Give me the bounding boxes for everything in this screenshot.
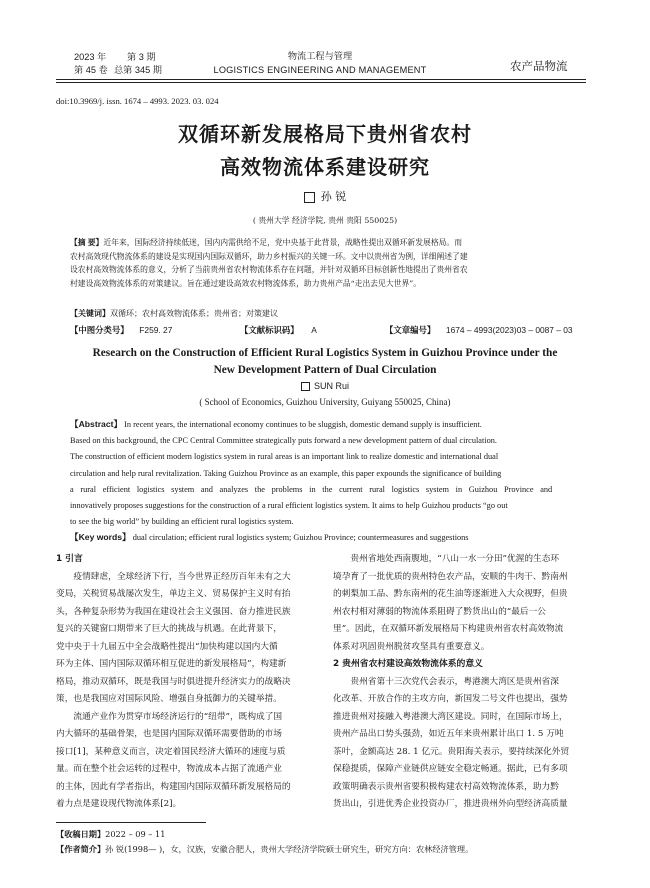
section-heading-intro: 1 引言 [56, 554, 83, 564]
keywords-cn [70, 308, 278, 319]
received-value: 2022 – 09 – 11 [105, 829, 166, 839]
doc-value: A [311, 325, 317, 335]
header-rule-thin [56, 82, 586, 83]
keywords-cn-text: 双循环；农村高效物流体系；贵州省；对策建议 [110, 309, 278, 318]
left-p1-line: 复兴的关键窗口期带来了巨大的挑战与机遇。在此背景下， [56, 624, 282, 634]
abstract-en-line4: circulation and help rural revitalization. Taking Guizhou Province as an example, this paper expounds the significance of building [70, 468, 502, 478]
right-p2-line: 货出山，引进优秀企业投资办厂，推进贵州外向型经济高质量 [333, 799, 568, 809]
author-cn-name: 孙 锐 [320, 190, 347, 203]
clc-label: 【中图分类号】 [70, 325, 129, 335]
right-p1-line: 里”。因此，在双循环新发展格局下构建贵州省农村高效物流 [333, 624, 564, 634]
right-p1-line: 境孕育了一批优质的贵州特色农产品，安顺的牛肉干、黔南州 [333, 571, 568, 582]
title-cn-line1: 双循环新发展格局下贵州省农村 [178, 122, 472, 146]
title-cn-line2: 高效物流体系建设研究 [220, 155, 430, 179]
author-bio [56, 841, 473, 858]
left-paragraph-1 [56, 569, 318, 709]
author-box-icon [304, 192, 315, 203]
author-en-name: SUN Rui [313, 381, 349, 391]
left-p2-line: 着力点是建设现代物流体系[2]。 [56, 799, 182, 809]
left-paragraph-2 [56, 709, 318, 814]
right-p1-line: 贵州省地处西南腹地，“八山一水一分田”优渥的生态环 [350, 554, 560, 564]
left-p1-line: 党中央于十九届五中全会战略性提出“加快构建以国内大循 [56, 641, 278, 652]
right-p1-line: 州农村相对薄弱的物流体系阻碍了黔货出山的“最后一公 [333, 606, 546, 617]
keywords-cn-label: 【关键词】 [70, 309, 110, 318]
left-p1-line: 策，也是我国应对国际风险、增强自身抵御力的关键举措。 [56, 694, 282, 704]
abstract-en-line3: The construction of efficient modern logistics system in rural areas is an important link to realize domestic and international dual [70, 452, 499, 462]
title-en-line1: Research on the Construction of Efficient Rural Logistics System in Guizhou Province under the [92, 347, 558, 359]
journal-name-cn: 物流工程与管理 [287, 51, 353, 62]
abstract-cn-line1: 近年来，国际经济持续低迷，国内内需供给不足，党中央基于此背景，战略性提出双循环新发展格局。而 [103, 238, 463, 247]
abstract-en [70, 416, 582, 530]
doc-label: 【文献标识码】 [240, 325, 299, 335]
left-p1-line: 变局，关税贸易战屡次发生，单边主义、贸易保护主义时有抬 [56, 589, 291, 599]
abstract-cn-line2: 农村高效现代物流体系的建设是实现国内国际双循环，助力乡村振兴的关键一环。文中以贵州省为例，详细阐述了建 [70, 251, 468, 261]
left-p1-line: 疫情肆虐，全球经济下行，当今世界正经历百年未有之大 [73, 571, 291, 582]
abstract-en-line5: a rural efficient logistics system and analyzes the problems in the current rural logistics system in Guizhou Province and [70, 484, 553, 494]
right-p2-line: 贵州省第十三次党代会表示，粤港澳大湾区是贵州省深 [350, 676, 559, 687]
title-en-line2: New Development Pattern of Dual Circulation [213, 364, 437, 376]
author-en-box-icon [301, 382, 310, 391]
author-bio-label: 【作者简介】 [56, 845, 106, 854]
right-p2-line: 政策明确表示贵州省要积极构建农村高效物流体系，助力黔 [333, 781, 559, 792]
right-p2-line: 贵州产品出口势头强劲，如近五年来贵州累计出口 1. 5 万吨 [333, 729, 564, 739]
right-p2-line: 保稳提质，保障产业链供应链安全稳定畅通。据此，已有多项 [333, 764, 568, 774]
header-issue: 第 3 期 [127, 52, 156, 62]
left-p1-line: 头，各种复杂形势为我国在建设社会主义强国、奋力推进民族 [56, 606, 291, 617]
keywords-en-text: dual circulation; efficient rural logistics system; Guizhou Province; countermeasures and suggestions [132, 533, 469, 542]
abstract-cn-label: 【摘 要】 [70, 238, 104, 247]
author-cn [0, 188, 650, 204]
left-p2-line: 内大循环的基础骨架，也是国内国际双循环需要借助的市场 [56, 729, 282, 739]
left-p1-line: 格局，推动双循环，既是我国与时俱进提升经济实力的战略决 [56, 676, 291, 687]
right-paragraph-2 [333, 674, 595, 814]
article-label: 【文章编号】 [385, 325, 436, 335]
keywords-en-label: 【Key words】 [70, 532, 131, 542]
abstract-cn-line4: 村建设高效物流体系的对策建议。旨在通过建设高效农村物流体系，助力贵州产品“走出去见大世界”。 [70, 278, 422, 288]
right-p1-line: 体系对巩固贵州脱贫攻坚具有重要意义。 [333, 641, 490, 652]
abstract-en-line6: innovatively proposes suggestions for the construction of a rural efficient logistics system. It aims to help Guizhou products “go out [70, 501, 508, 511]
abstract-en-line2: Based on this background, the CPC Central Committee strategically puts forward a new development pattern of dual circulation. [70, 436, 497, 446]
right-p2-line: 茶叶，金额高达 28. 1 亿元。贵阳海关表示，要持续深化外贸 [333, 746, 570, 757]
article-value: 1674 – 4993(2023)03 – 0087 – 03 [445, 325, 573, 335]
right-p1-line: 的刺梨加工品、黔东南州的花生油等逐渐进入大众视野，但贵 [333, 589, 568, 599]
affiliation-cn: ( 贵州大学 经济学院, 贵州 贵阳 550025) [252, 216, 398, 225]
left-p2-line: 量。而在整个社会运转的过程中，物流成本占据了流通产业 [56, 764, 282, 774]
left-column [56, 551, 318, 814]
doc-code [240, 324, 317, 336]
right-p2-line: 推进贵州对接融入粤港澳大湾区建设。同时，在国际市场上， [333, 711, 568, 722]
class-info [70, 324, 172, 336]
received-label: 【收稿日期】 [56, 830, 106, 839]
abstract-en-line7: to see the big world” by building an efficient rural logistics system. [70, 517, 294, 527]
abstract-en-label: 【Abstract】 [70, 419, 123, 429]
footnote-rule [56, 822, 206, 823]
clc-value: F259. 27 [139, 325, 173, 335]
abstract-en-line1: In recent years, the international economy continues to be sluggish, domestic demand supply is insufficient. [124, 420, 482, 429]
article-number [385, 324, 573, 336]
right-paragraph-1 [333, 551, 595, 656]
doi: doi:10.3969/j. issn. 1674 – 4993. 2023. 03. 024 [56, 96, 219, 106]
abstract-cn-line3: 设农村高效物流体系的意义，分析了当前贵州省农村物流体系存在问题，并针对双循环目标创新性地提出了贵州省农 [70, 265, 468, 275]
header-total-issue: 总第 345 期 [114, 65, 162, 75]
header-rule-thick [56, 79, 586, 80]
left-p1-line: 环为主体、国内国际双循环相互促进的新发展格局”，构建新 [56, 659, 287, 669]
left-p2-line: 的主体，因此有学者指出，构建国内国际双循环新发展格局的 [56, 781, 291, 792]
right-p2-line: 化改革、开放合作的主攻方向，新国发二号文件也提出，强势 [333, 694, 568, 704]
left-p2-line: 接口[1]，某种意义而言，决定着国民经济大循环的速度与质 [56, 746, 286, 757]
header-volume: 第 45 卷 [74, 65, 108, 75]
keywords-en [70, 531, 469, 543]
left-p2-line: 流通产业作为贯穿市场经济运行的“纽带”，既构成了国 [73, 711, 283, 722]
header-year: 2023 年 [74, 52, 107, 62]
author-bio-value: 孙 锐(1998— )，女，汉族，安徽合肥人，贵州大学经济学院硕士研究生，研究方向：农林经济管理。 [105, 844, 474, 854]
right-column [333, 551, 595, 814]
author-en [0, 381, 650, 391]
affiliation-en: ( School of Economics, Guizhou University, Guiyang 550025, China) [199, 397, 451, 407]
section-name: 农产品物流 [510, 59, 568, 73]
abstract-cn [70, 236, 580, 290]
section-heading-significance: 2 贵州省农村建设高效物流体系的意义 [333, 659, 483, 669]
journal-name-en: LOGISTICS ENGINEERING AND MANAGEMENT [213, 65, 427, 75]
